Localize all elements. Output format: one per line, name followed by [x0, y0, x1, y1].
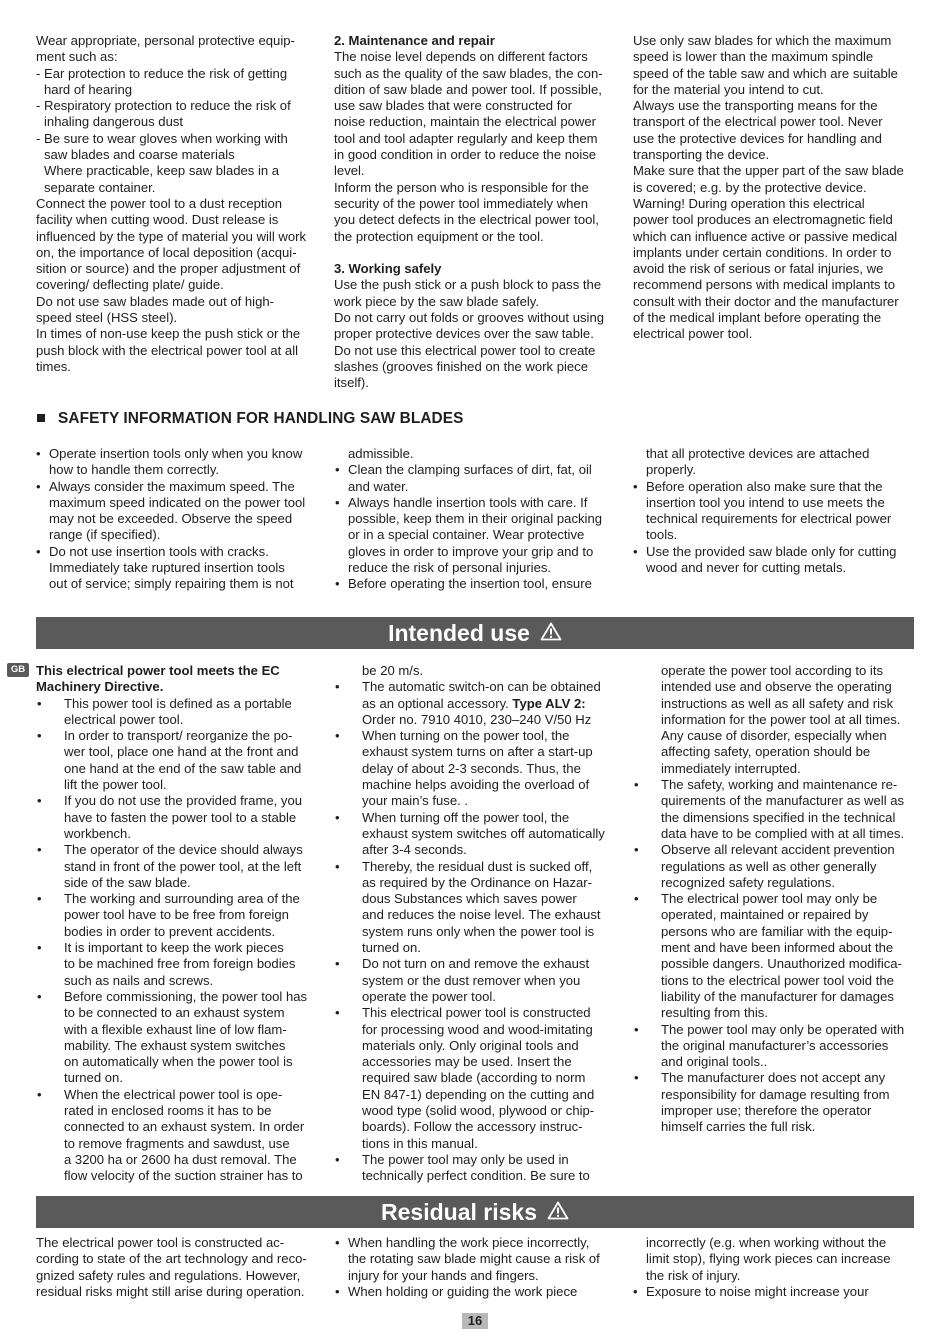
- text-line: • The power tool may only be operated with: [661, 1021, 905, 1037]
- text-line: • Before operating the insertion tool, ensure: [348, 576, 592, 592]
- text-line: technical requirements for electrical power: [646, 511, 892, 527]
- text-line: of the medical implant before operating the: [633, 310, 882, 326]
- intended-column-1: [36, 663, 321, 1185]
- text-line: ment such as:: [36, 49, 118, 65]
- list-item: [633, 1022, 918, 1071]
- text-line: Use the push stick or a push block to pass the: [334, 277, 602, 293]
- text-line: Make sure that the upper part of the saw blade: [633, 163, 904, 179]
- text-line: that all protective devices are attached: [646, 446, 870, 461]
- text-line: materials only. Only original tools and: [362, 1037, 579, 1053]
- text-line: rated in enclosed rooms it has to be: [64, 1103, 272, 1119]
- text-line: for processing wood and wood-imitating: [362, 1021, 593, 1037]
- text-line: liability of the manufacturer for damages: [661, 988, 894, 1004]
- text-line: out of service; simply repairing them is not: [49, 576, 294, 592]
- list-item: [36, 544, 321, 593]
- text-line: injury for your hands and fingers.: [348, 1267, 539, 1283]
- list-item-continued: [633, 1235, 918, 1284]
- text-line: maximum speed indicated on the power tool: [49, 494, 306, 510]
- intended-column-3: [633, 663, 918, 1136]
- text-line: hard of hearing: [44, 81, 133, 97]
- list-item: [36, 989, 321, 1087]
- text-line: times.: [36, 358, 71, 374]
- text-line: influenced by the type of material you will work: [36, 228, 307, 244]
- text-line: turned on.: [64, 1070, 123, 1086]
- text-line: admissible.: [348, 446, 414, 461]
- text-line: side of the saw blade.: [64, 874, 191, 890]
- list-item: [335, 462, 625, 495]
- text-line: gnized safety rules and regulations. However,: [36, 1267, 301, 1283]
- text-line: • When handling the work piece incorrectly,: [348, 1235, 590, 1250]
- text-line: dition of saw blade and power tool. If possible,: [334, 81, 602, 97]
- text-line: • The automatic switch-on can be obtained: [362, 679, 601, 695]
- intended-use-banner: [36, 617, 914, 649]
- list-item: [36, 891, 321, 940]
- text-line: inhaling dangerous dust: [44, 114, 184, 130]
- text-line: and water.: [348, 478, 409, 494]
- text-line: information for the power tool at all times.: [661, 711, 901, 727]
- text-run: as an optional accessory.: [362, 695, 513, 711]
- list-item-continued: [334, 663, 624, 679]
- text-line: power tool produces an electromagnetic field: [633, 212, 893, 228]
- text-line: possible dangers. Unauthorized modifica-: [661, 956, 902, 972]
- text-line: such as the quality of the saw blades, the con-: [334, 65, 603, 81]
- list-item-continued: [633, 663, 918, 777]
- blades-column-2: [335, 446, 625, 593]
- text-line: Warning! During operation this electrical: [633, 195, 865, 211]
- residual-column-3: [633, 1235, 918, 1300]
- text-line: with a flexible exhaust line of low flam-: [64, 1021, 287, 1037]
- list-item: [633, 891, 918, 1021]
- text-line: in good condition in order to reduce the noise: [334, 147, 597, 163]
- text-line: itself).: [334, 375, 369, 391]
- text-line: • When turning on the power tool, the: [362, 728, 570, 744]
- text-line: • It is important to keep the work pieces: [64, 940, 284, 956]
- text-line: The electrical power tool is constructed ac-: [36, 1235, 285, 1250]
- square-bullet-icon: [37, 414, 45, 422]
- text-line: Connect the power tool to a dust reception: [36, 195, 283, 211]
- text-line: regulations as well as other generally: [661, 858, 877, 874]
- text-line: electrical power tool.: [633, 326, 753, 342]
- list-item: [334, 1152, 624, 1185]
- text-line: to be connected to an exhaust system: [64, 1005, 285, 1021]
- page-number: 16: [462, 1313, 488, 1329]
- text-line: • Thereby, the residual dust is sucked off,: [362, 858, 593, 874]
- working-safely-heading: 3. Working safely: [334, 261, 442, 277]
- text-line: tool and tool adapter regularly and keep them: [334, 130, 598, 146]
- text-line: power tool have to be free from foreign: [64, 907, 289, 923]
- warning-triangle-icon: [547, 1196, 569, 1228]
- text-line: electrical power tool.: [64, 711, 184, 727]
- text-line: • Do not use insertion tools with cracks.: [49, 543, 269, 559]
- text-line: • Operate insertion tools only when you know: [49, 446, 303, 461]
- list-item: [36, 479, 321, 544]
- text-line: proper protective devices over the saw table.: [334, 326, 594, 342]
- text-line: separate container.: [44, 179, 156, 195]
- text-line: limit stop), flying work pieces can increase: [646, 1251, 891, 1267]
- text-line: insertion tool you intend to use meets the: [646, 494, 885, 510]
- list-item: [633, 777, 918, 842]
- text-line: Where practicable, keep saw blades in a: [44, 163, 280, 179]
- text-line: dous Substances which saves power: [362, 891, 577, 907]
- text-line: security of the power tool immediately when: [334, 195, 588, 211]
- text-line: Do not use saw blades made out of high-: [36, 293, 275, 309]
- text-line: quirements of the manufacturer as well as: [661, 793, 905, 809]
- intro-column-3: [633, 33, 918, 343]
- intended-column-2: [334, 663, 624, 1185]
- text-line: level.: [334, 163, 365, 179]
- text-line: accessories may be used. Insert the: [362, 1054, 572, 1070]
- list-item: [633, 1070, 918, 1135]
- text-line: intended use and observe the operating: [661, 679, 892, 695]
- text-line: • When turning off the power tool, the: [362, 809, 570, 825]
- text-line: for the material you intend to cut.: [633, 81, 824, 97]
- text-line: • The electrical power tool may only be: [661, 891, 878, 907]
- text-line: wood type (solid wood, plywood or chip-: [362, 1103, 595, 1119]
- text-line: your main’s fuse. .: [362, 793, 469, 809]
- list-item: [36, 728, 321, 793]
- text-line: himself carries the full risk.: [661, 1119, 816, 1135]
- text-line: Order no. 7910 4010, 230–240 V/50 Hz: [362, 711, 592, 727]
- list-item: [334, 956, 624, 1005]
- text-line: slashes (grooves finished on the work piece: [334, 358, 589, 374]
- text-line: cording to state of the art technology and reco-: [36, 1251, 307, 1267]
- text-line: • The working and surrounding area of the: [64, 891, 300, 907]
- text-line: push block with the electrical power tool at all: [36, 342, 299, 358]
- text-line: or in a special container. Wear protective: [348, 527, 585, 543]
- text-line: noise reduction, maintain the electrical power: [334, 114, 597, 130]
- text-line: system runs only when the power tool is: [362, 923, 595, 939]
- text-line: - Ear protection to reduce the risk of getting: [36, 65, 288, 81]
- blades-column-3: [633, 446, 918, 576]
- text-line: transporting the device.: [633, 147, 770, 163]
- text-line: and reduces the noise level. The exhaust: [362, 907, 601, 923]
- text-line: range (if specified).: [49, 527, 161, 543]
- text-line: the protection equipment or the tool.: [334, 228, 544, 244]
- text-line: to be machined free from foreign bodies: [64, 956, 296, 972]
- text-line: responsibility for damage resulting from: [661, 1086, 890, 1102]
- text-line: recommend persons with medical implants to: [633, 277, 895, 293]
- text-line: transport of the electrical power tool. Never: [633, 114, 883, 130]
- text-line: In times of non-use keep the push stick or the: [36, 326, 301, 342]
- text-line: speed of the table saw and which are suitable: [633, 65, 898, 81]
- text-line: workbench.: [64, 825, 131, 841]
- text-line: to remove fragments and sawdust, use: [64, 1135, 290, 1151]
- text-line: avoid the risk of serious or fatal injuries, we: [633, 261, 884, 277]
- text-line: technically perfect condition. Be sure to: [362, 1168, 590, 1184]
- list-item: [36, 1087, 321, 1185]
- text-line: one hand at the end of the saw table and: [64, 760, 302, 776]
- text-line: work piece by the saw blade safely.: [334, 293, 539, 309]
- text-line: lift the power tool.: [64, 777, 167, 793]
- text-line: • Before operation also make sure that the: [646, 478, 883, 494]
- text-line: facility when cutting wood. Dust release is: [36, 212, 279, 228]
- text-line: use saw blades that were constructed for: [334, 98, 572, 114]
- list-item: [36, 793, 321, 842]
- banner-title: Residual risks: [381, 1199, 537, 1225]
- text-line: The noise level depends on different factors: [334, 49, 588, 65]
- text-line: affecting safety, operation should be: [661, 744, 871, 760]
- text-line: is covered; e.g. by the protective device.: [633, 179, 867, 195]
- list-item: [334, 859, 624, 957]
- residual-column-1: [36, 1235, 326, 1300]
- text-line: after 3-4 seconds.: [362, 842, 467, 858]
- list-item: [335, 495, 625, 576]
- text-line: residual risks might still arise during operation.: [36, 1283, 305, 1299]
- text-line: • Use the provided saw blade only for cutting: [646, 543, 897, 559]
- text-line: mability. The exhaust system switches: [64, 1037, 286, 1053]
- text-line: • The operator of the device should always: [64, 842, 303, 858]
- text-line: be 20 m/s.: [362, 663, 424, 678]
- text-line: persons who are familiar with the equip-: [661, 923, 893, 939]
- text-line: Always use the transporting means for the: [633, 98, 878, 114]
- text-line: incorrectly (e.g. when working without the: [646, 1235, 887, 1250]
- list-item: [335, 1284, 625, 1300]
- text-line: sition or source) and the proper adjustment of: [36, 261, 301, 277]
- text-line: on, the importance of local deposition (acqui-: [36, 244, 297, 260]
- text-line: tools.: [646, 527, 678, 543]
- directive-heading: Machinery Directive.: [36, 679, 164, 695]
- list-item: [36, 446, 321, 479]
- residual-risks-banner: [36, 1196, 914, 1228]
- text-line: the dimensions specified in the technical: [661, 809, 896, 825]
- text-line: required saw blade (according to norm: [362, 1070, 586, 1086]
- text-line: turned on.: [362, 940, 421, 956]
- text-line: Do not carry out folds or grooves without using: [334, 310, 605, 326]
- text-line: Immediately take ruptured insertion tools: [49, 560, 285, 576]
- text-line: tions to the electrical power tool void the: [661, 972, 894, 988]
- text-line: wer tool, place one hand at the front and: [64, 744, 299, 760]
- maintenance-heading: 2. Maintenance and repair: [334, 33, 495, 48]
- text-line: resulting from this.: [661, 1005, 768, 1021]
- list-item: [334, 728, 624, 809]
- list-item: [36, 842, 321, 891]
- text-line: • If you do not use the provided frame, you: [64, 793, 303, 809]
- text-line: • Always handle insertion tools with care. If: [348, 494, 588, 510]
- text-line: • This electrical power tool is constructed: [362, 1005, 591, 1021]
- text-line: you detect defects in the electrical power tool,: [334, 212, 599, 228]
- text-line: a 3200 ha or 2600 ha dust removal. The: [64, 1151, 297, 1167]
- text-line: speed is lower than the maximum spindle: [633, 49, 874, 65]
- text-line: implants under certain conditions. In order to: [633, 244, 892, 260]
- text-line: wood and never for cutting metals.: [646, 560, 847, 576]
- list-item: [633, 1284, 918, 1300]
- text-line: possible, keep them in their original packing: [348, 511, 603, 527]
- list-item: [334, 810, 624, 859]
- text-line: consult with their doctor and the manufacturer: [633, 293, 899, 309]
- list-item: [633, 479, 918, 544]
- text-line: recognized safety regulations.: [661, 874, 835, 890]
- text-line: • Do not turn on and remove the exhaust: [362, 956, 590, 972]
- text-line: Wear appropriate, personal protective equip-: [36, 33, 295, 48]
- text-line: stand in front of the power tool, at the left: [64, 858, 302, 874]
- text-line: use the protective devices for handling and: [633, 130, 882, 146]
- text-line: exhaust system turns on after a start-up: [362, 744, 593, 760]
- text-line: • Observe all relevant accident prevention: [661, 842, 895, 858]
- text-line: Use only saw blades for which the maximum: [633, 33, 892, 48]
- text-line: tions in this manual.: [362, 1135, 478, 1151]
- text-line: the original manufacturer’s accessories: [661, 1037, 889, 1053]
- text-line: machine helps avoiding the overload of: [362, 777, 590, 793]
- text-line: [362, 696, 624, 712]
- list-item: [335, 576, 625, 592]
- text-line: which can influence active or passive medical: [633, 228, 898, 244]
- text-line: may not be exceeded. Observe the speed: [49, 511, 293, 527]
- text-line: delay of about 2-3 seconds. Thus, the: [362, 760, 581, 776]
- directive-heading: This electrical power tool meets the EC: [36, 663, 280, 678]
- text-line: covering/ deflecting plate/ guide.: [36, 277, 224, 293]
- text-line: immediately interrupted.: [661, 760, 801, 776]
- text-line: • When holding or guiding the work piece: [348, 1283, 578, 1299]
- text-line: • The safety, working and maintenance re-: [661, 777, 898, 793]
- list-item: [36, 940, 321, 989]
- text-line: • Before commissioning, the power tool has: [64, 988, 308, 1004]
- text-line: and original tools..: [661, 1054, 768, 1070]
- text-line: • The power tool may only be used in: [362, 1151, 569, 1167]
- text-line: • When the electrical power tool is ope-: [64, 1086, 283, 1102]
- saw-blade-safety-heading: [36, 409, 916, 429]
- text-line: flow velocity of the suction strainer has to: [64, 1168, 303, 1184]
- list-item-continued: [335, 446, 625, 462]
- spacer: [334, 245, 619, 261]
- text-line: ment and have been informed about the: [661, 940, 894, 956]
- text-line: operate the power tool.: [362, 988, 496, 1004]
- text-line: Do not use this electrical power tool to create: [334, 342, 596, 358]
- text-line: Inform the person who is responsible for the: [334, 179, 589, 195]
- text-line: instructions as well as all safety and risk: [661, 695, 894, 711]
- blades-column-1: [36, 446, 321, 593]
- text-line: properly.: [646, 462, 696, 478]
- text-line: • This power tool is defined as a portable: [64, 695, 292, 711]
- text-line: gloves in order to improve your grip and to: [348, 543, 594, 559]
- language-tag: GB: [7, 663, 29, 677]
- list-item: [633, 842, 918, 891]
- text-line: connected to an exhaust system. In order: [64, 1119, 305, 1135]
- list-item: [633, 544, 918, 577]
- text-line: reduce the risk of personal injuries.: [348, 560, 552, 576]
- text-line: on automatically when the power tool is: [64, 1054, 293, 1070]
- text-line: exhaust system switches off automatically: [362, 825, 605, 841]
- text-line: such as nails and screws.: [64, 972, 214, 988]
- intro-column-2: [334, 33, 619, 392]
- text-line: • Always consider the maximum speed. The: [49, 478, 295, 494]
- text-line: the rotating saw blade might cause a risk of: [348, 1251, 600, 1267]
- type-label: Type ALV 2:: [512, 695, 586, 711]
- text-line: have to fasten the power tool to a stable: [64, 809, 297, 825]
- text-line: • Exposure to noise might increase your: [646, 1283, 869, 1299]
- list-item: [334, 679, 624, 728]
- text-line: boards). Follow the accessory instruc-: [362, 1119, 583, 1135]
- text-line: improper use; therefore the operator: [661, 1103, 872, 1119]
- text-line: Any cause of disorder, especially when: [661, 728, 887, 744]
- text-line: the risk of injury.: [646, 1267, 741, 1283]
- banner-title: Intended use: [388, 620, 530, 646]
- text-line: operate the power tool according to its: [661, 663, 883, 678]
- text-line: as required by the Ordinance on Hazar-: [362, 874, 592, 890]
- text-line: saw blades and coarse materials: [44, 147, 235, 163]
- text-line: • In order to transport/ reorganize the po-: [64, 728, 293, 744]
- list-item: [36, 696, 321, 729]
- text-line: • The manufacturer does not accept any: [661, 1070, 886, 1086]
- text-line: EN 847-1) depending on the cutting and: [362, 1086, 595, 1102]
- text-line: - Be sure to wear gloves when working with: [36, 130, 288, 146]
- list-item: [334, 1005, 624, 1152]
- list-item-continued: [633, 446, 918, 479]
- intro-column-1: [36, 33, 321, 375]
- residual-column-2: [335, 1235, 625, 1300]
- text-line: operated, maintained or repaired by: [661, 907, 869, 923]
- text-line: speed steel (HSS steel).: [36, 310, 178, 326]
- heading-text: SAFETY INFORMATION FOR HANDLING SAW BLADES: [58, 410, 464, 427]
- list-item: [335, 1235, 625, 1284]
- warning-triangle-icon: [540, 617, 562, 649]
- text-line: • Clean the clamping surfaces of dirt, fat, oil: [348, 462, 592, 478]
- text-line: data have to be complied with at all times.: [661, 825, 905, 841]
- text-line: bodies in order to prevent accidents.: [64, 923, 276, 939]
- text-line: system or the dust remover when you: [362, 972, 581, 988]
- text-line: - Respiratory protection to reduce the risk of: [36, 98, 291, 114]
- text-line: how to handle them correctly.: [49, 462, 220, 478]
